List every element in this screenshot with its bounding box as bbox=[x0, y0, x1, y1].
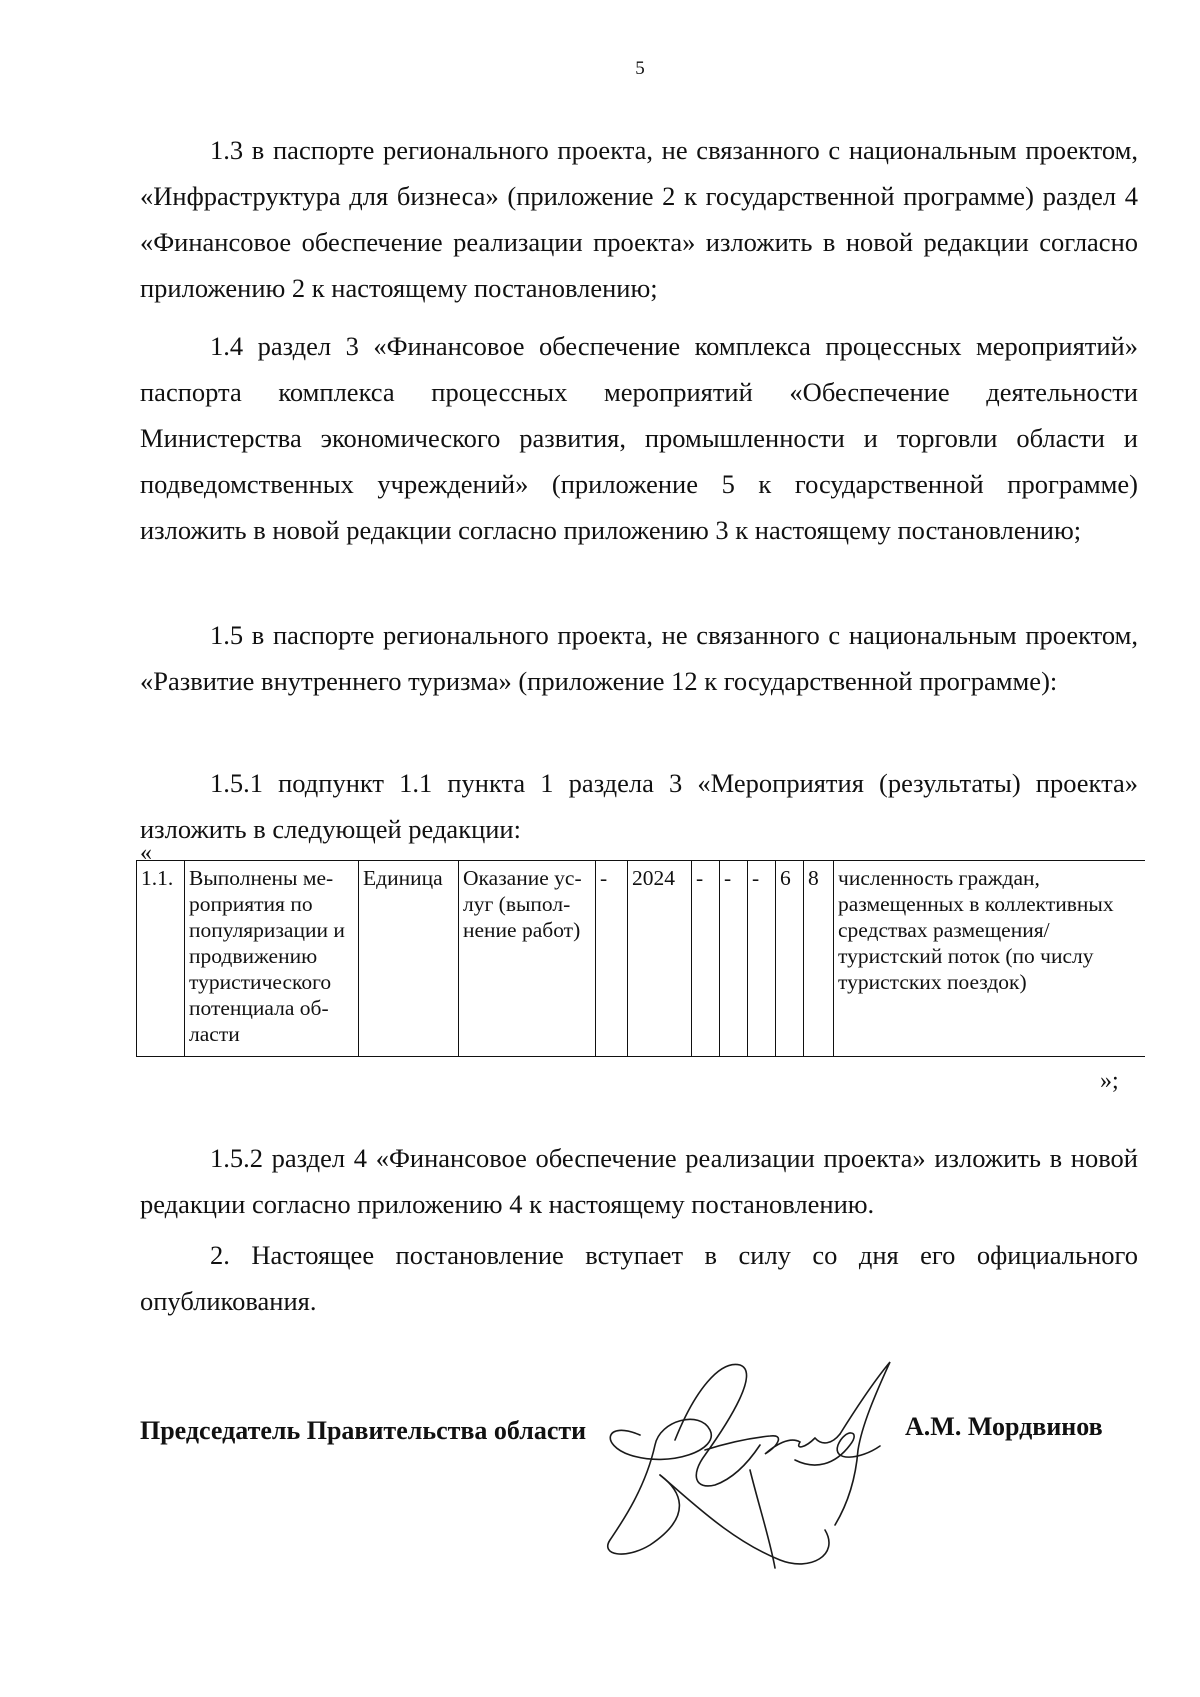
paragraph-2: 2. Настоящее постановление вступает в силу со дня его официального опубликования. bbox=[140, 1239, 1138, 1316]
paragraph-1-5-2: 1.5.2 раздел 4 «Финансовое обеспечение реализации проекта» изложить в новой редакции согласно приложению 4 к настоящему постановлению. bbox=[140, 1142, 1138, 1219]
paragraph-1-5-1: 1.5.1 подпункт 1.1 пункта 1 раздела 3 «Мероприятия (результаты) проекта» изложить в следующей редакции: bbox=[140, 767, 1138, 844]
signatory-name: А.М. Мордвинов bbox=[905, 1412, 1103, 1441]
cell-number: 1.1. bbox=[137, 861, 185, 1057]
cell-base-value: - bbox=[596, 861, 628, 1057]
quote-close-mark: »; bbox=[1100, 1068, 1119, 1094]
quote-open-mark: « bbox=[140, 840, 152, 866]
cell-value-4: 6 bbox=[776, 861, 804, 1057]
cell-value-3: - bbox=[748, 861, 776, 1057]
paragraph-1-3: 1.3 в паспорте регионального проекта, не связанного с национальным проектом, «Инфраструктура для бизнеса» (приложение 2 к государственной программе) раздел 4 «Финансовое обеспечение реализации проекта» изложить в новой редакции согласно приложению 2 к настоящему постановлению; bbox=[140, 134, 1138, 303]
cell-value-5: 8 bbox=[804, 861, 834, 1057]
cell-activity-type: Оказание услуг (выполнение работ) bbox=[459, 861, 596, 1057]
handwritten-signature bbox=[600, 1350, 940, 1580]
page-number: 5 bbox=[635, 58, 645, 79]
cell-activity-name: Выполнены мероприятия по популяризации и продвижению туристического потенциала области bbox=[185, 861, 359, 1057]
project-activity-table bbox=[136, 860, 1145, 1057]
paragraph-1-4: 1.4 раздел 3 «Финансовое обеспечение комплекса процессных мероприятий» паспорта комплекса процессных мероприятий «Обеспечение деятельности Министерства экономического развития, промышленности и торговли области и подведомственных учреждений» (приложение 5 к государственной программе) изложить в новой редакции согласно приложению 3 к настоящему постановлению; bbox=[140, 330, 1138, 545]
cell-value-2: - bbox=[720, 861, 748, 1057]
cell-unit: Единица bbox=[359, 861, 459, 1057]
cell-description: численность граждан, размещенных в коллективных средствах размещения/туристский поток (по числу туристских поездок) bbox=[834, 861, 1145, 1057]
table-row bbox=[137, 861, 1145, 1057]
cell-year: 2024 bbox=[628, 861, 692, 1057]
paragraph-1-5: 1.5 в паспорте регионального проекта, не связанного с национальным проектом, «Развитие внутреннего туризма» (приложение 12 к государственной программе): bbox=[140, 619, 1138, 696]
cell-value-1: - bbox=[692, 861, 720, 1057]
signatory-position: Председатель Правительства области bbox=[140, 1416, 587, 1445]
